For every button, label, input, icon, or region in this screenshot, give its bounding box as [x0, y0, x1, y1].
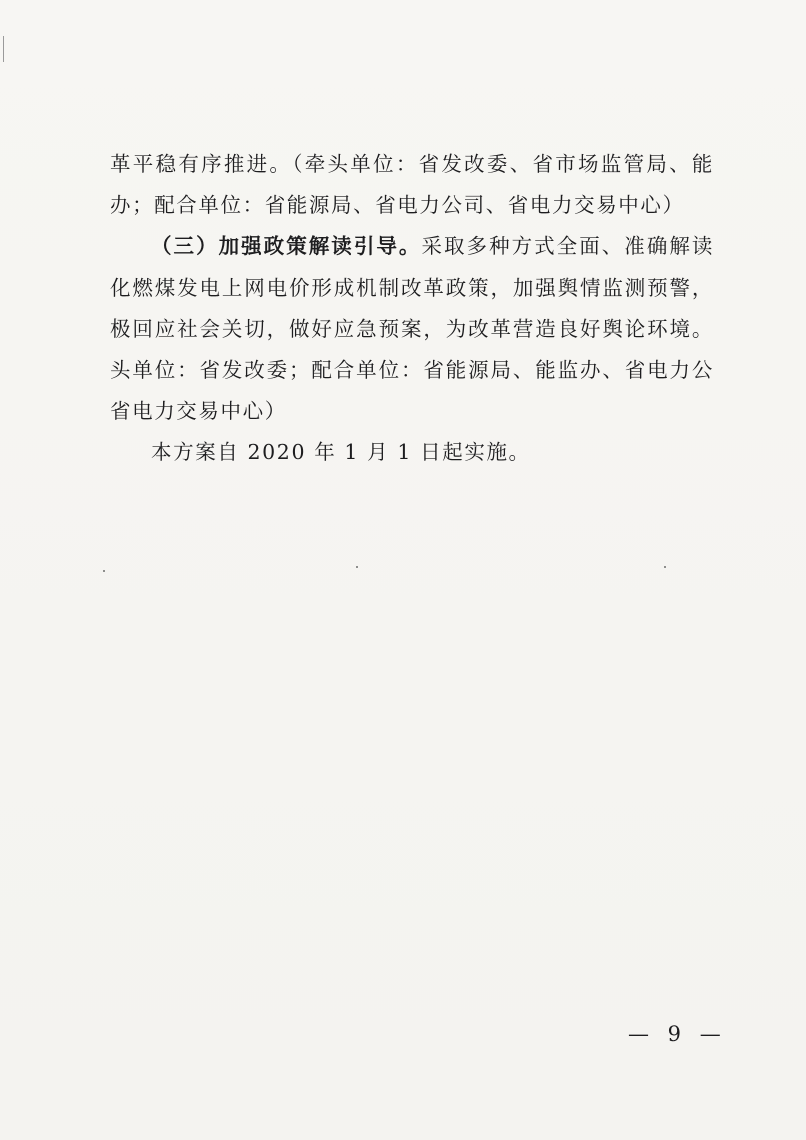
document-body: [110, 144, 714, 474]
effective-date-statement: 本方案自 2020 年 1 月 1 日起实施。: [151, 440, 531, 465]
section-3-line-4: 头单位：省发改委；配合单位：省能源局、能监办、省电力公: [110, 357, 714, 382]
scan-edge-mark: [3, 36, 4, 62]
section-3-line-1: [110, 226, 714, 267]
section-3-line-2: 化燃煤发电上网电价形成机制改革政策，加强舆情监测预警，: [110, 275, 714, 300]
section-3-line-5: 省电力交易中心）: [110, 399, 287, 424]
scan-speck: [664, 566, 666, 568]
paragraph-continuation-line-2: 办；配合单位：省能源局、省电力公司、省电力交易中心）: [110, 193, 685, 218]
scan-speck: [356, 566, 358, 568]
section-3-heading: （三）加强政策解读引导。: [151, 234, 422, 259]
section-3-line-1-text: 采取多种方式全面、准确解读: [421, 234, 714, 259]
scan-speck: [103, 570, 105, 572]
page-number: — 9 —: [628, 1022, 727, 1046]
section-3-line-3: 极回应社会关切，做好应急预案，为改革营造良好舆论环境。: [110, 316, 714, 341]
paragraph-continuation-line-1: 革平稳有序推进。（牵头单位：省发改委、省市场监管局、能: [110, 152, 714, 176]
